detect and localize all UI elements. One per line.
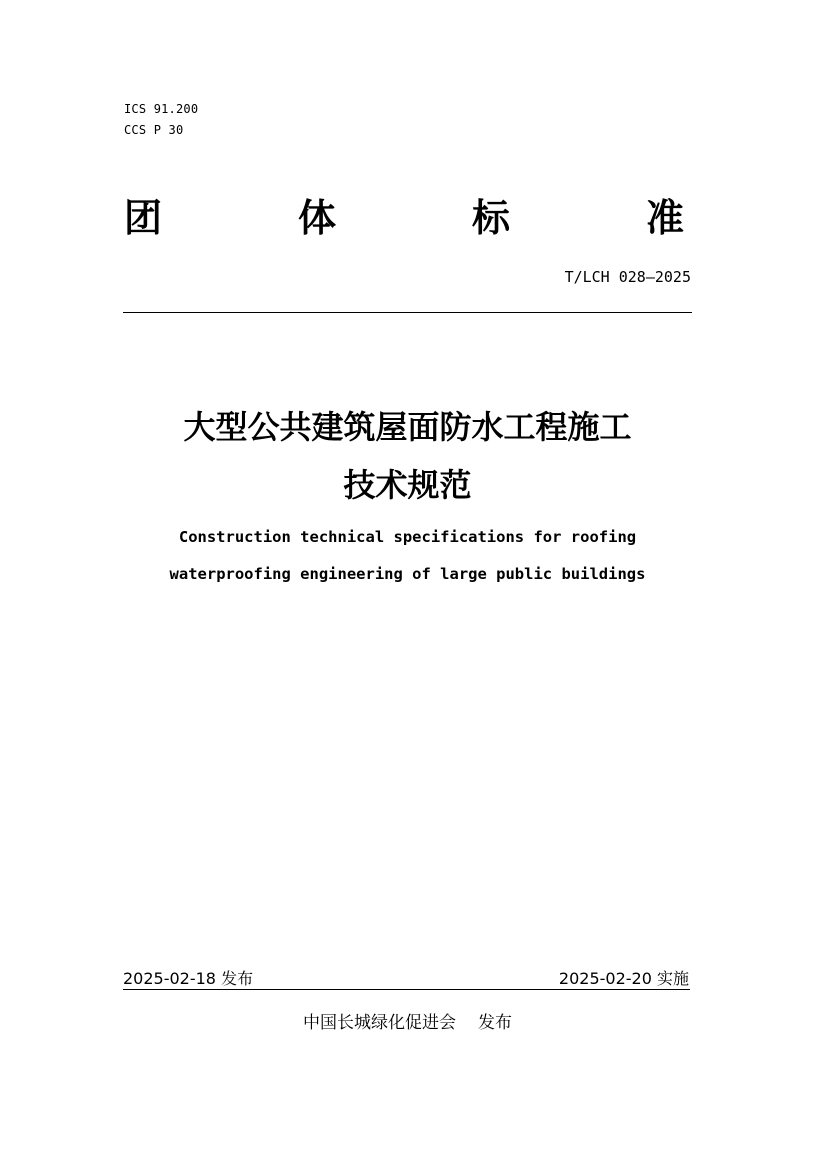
classification-codes (124, 99, 198, 141)
chinese-title (0, 398, 815, 514)
standard-type-char: 标 (471, 196, 510, 240)
standard-type-char: 准 (645, 196, 684, 240)
publisher-name: 中国长城绿化促进会 (303, 1013, 456, 1033)
implementation-date: 2025-02-20 实施 (558, 969, 689, 988)
standard-type-heading (124, 193, 684, 243)
english-title-line-1: Construction technical specifications for roofing (178, 528, 637, 546)
publisher-line (0, 1008, 815, 1033)
standard-number: T/LCH 028—2025 (564, 268, 691, 286)
issue-date: 2025-02-18 发布 (123, 969, 254, 988)
standard-type-char: 体 (297, 196, 336, 240)
ccs-code: CCS P 30 (124, 123, 184, 137)
chinese-title-line-2: 技术规范 (343, 466, 472, 504)
standard-type-char: 团 (124, 196, 163, 240)
english-title (0, 519, 815, 593)
chinese-title-line-1: 大型公共建筑屋面防水工程施工 (183, 408, 632, 446)
english-title-line-2: waterproofing engineering of large public buildings (169, 565, 646, 583)
publisher-action: 发布 (478, 1013, 512, 1033)
ics-code: ICS 91.200 (124, 102, 199, 116)
header-divider (123, 312, 692, 313)
date-row (123, 968, 689, 990)
footer-divider (123, 989, 690, 990)
